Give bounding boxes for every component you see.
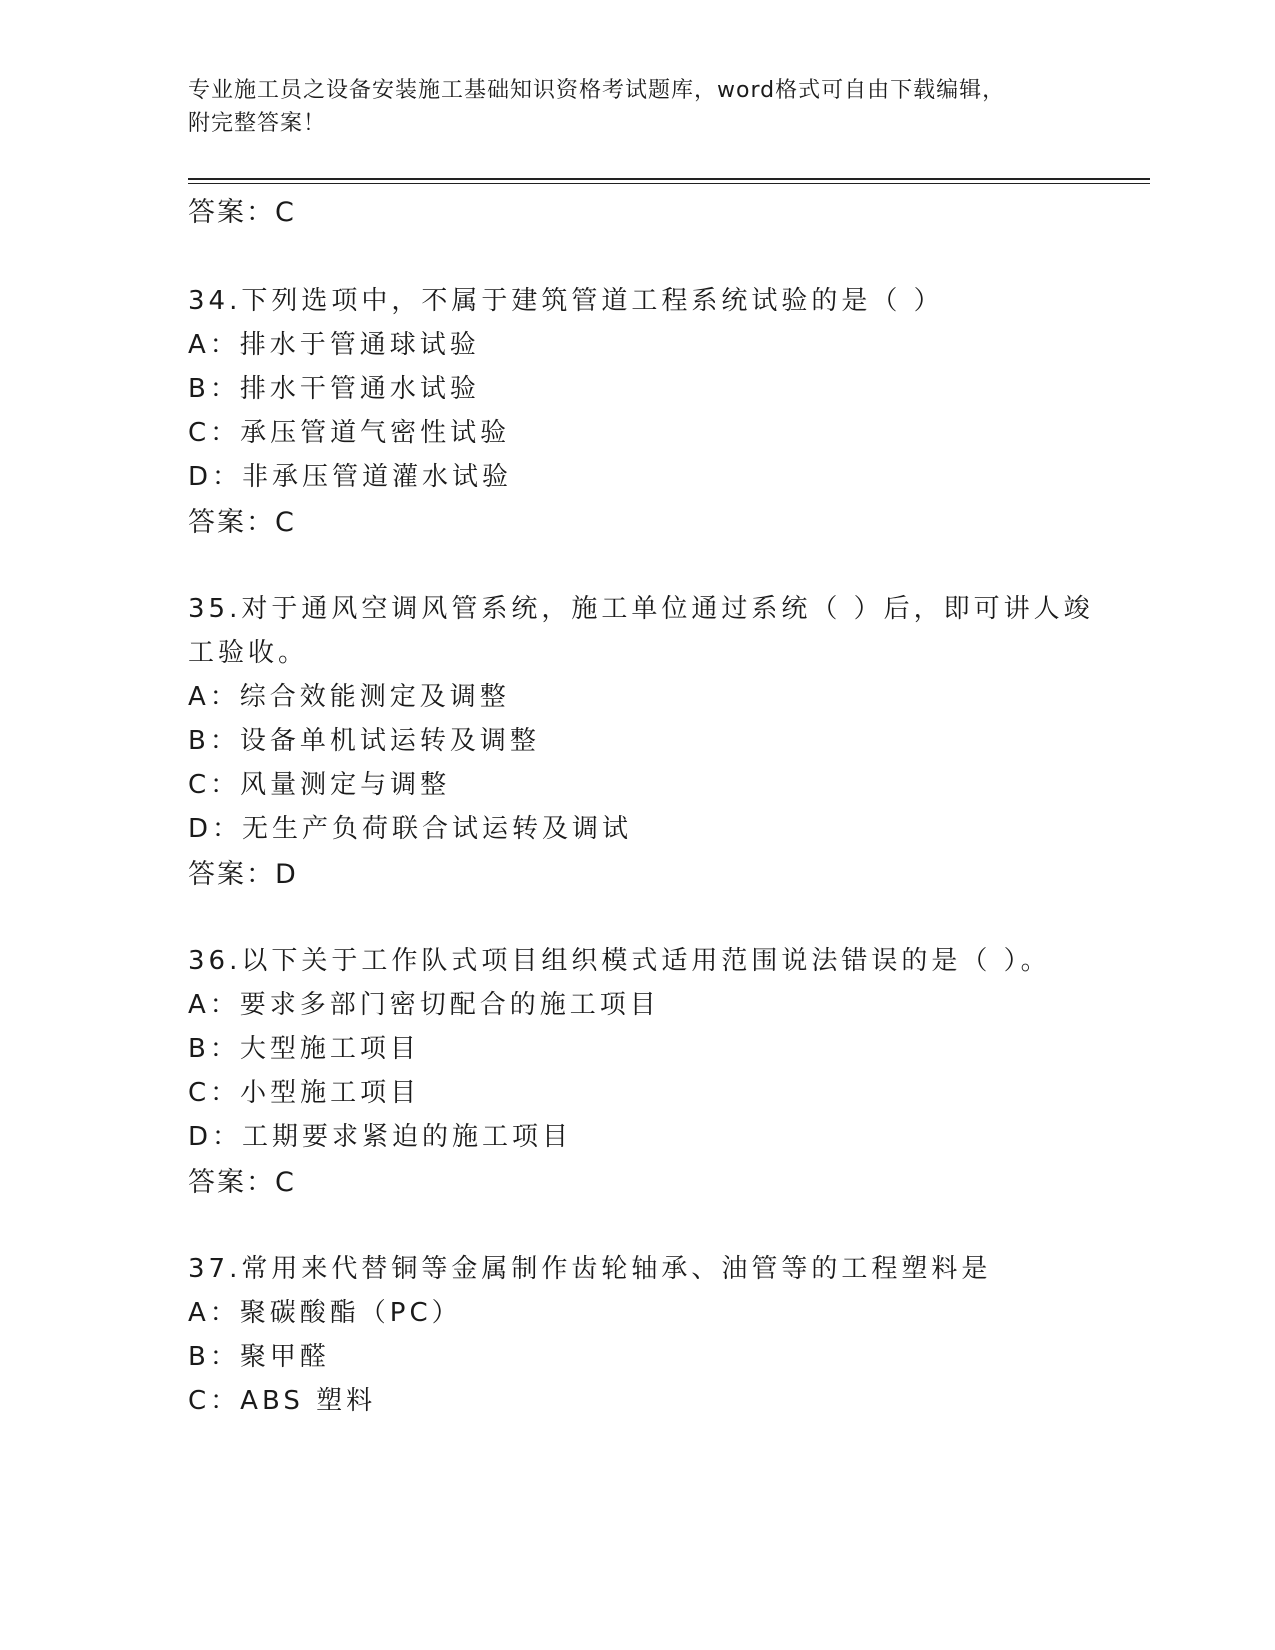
question-37-option-c: C：ABS 塑料 xyxy=(188,1386,377,1416)
question-36-option-a: A：要求多部门密切配合的施工项目 xyxy=(188,990,660,1020)
question-35-option-d: D：无生产负荷联合试运转及调试 xyxy=(188,814,633,844)
question-34-option-a: A：排水于管通球试验 xyxy=(188,330,480,360)
question-37-option-b: B：聚甲醛 xyxy=(188,1342,330,1372)
question-35-option-a: A：综合效能测定及调整 xyxy=(188,682,510,712)
question-35-option-b: B：设备单机试运转及调整 xyxy=(188,726,540,756)
question-35-option-c: C：风量测定与调整 xyxy=(188,770,451,800)
question-36-option-d: D：工期要求紧迫的施工项目 xyxy=(188,1122,573,1152)
question-34-answer: 答案：C xyxy=(188,507,296,538)
question-34-option-d: D：非承压管道灌水试验 xyxy=(188,462,513,492)
header-line-1: 专业施工员之设备安装施工基础知识资格考试题库，word格式可自由下载编辑， xyxy=(188,78,1006,103)
header-rule-thick xyxy=(188,178,1150,180)
question-37-stem: 37.常用来代替铜等金属制作齿轮轴承、油管等的工程塑料是 xyxy=(188,1254,992,1284)
question-34-option-c: C：承压管道气密性试验 xyxy=(188,418,511,448)
header-line-2: 附完整答案！ xyxy=(188,111,327,136)
header-rule-thin xyxy=(188,183,1150,184)
question-36-answer: 答案：C xyxy=(188,1167,296,1198)
question-35-answer: 答案：D xyxy=(188,859,298,890)
question-36-option-c: C：小型施工项目 xyxy=(188,1078,421,1108)
question-36-stem: 36.以下关于工作队式项目组织模式适用范围说法错误的是（ ）。 xyxy=(188,946,1051,976)
previous-answer: 答案：C xyxy=(188,197,296,228)
question-34-option-b: B：排水干管通水试验 xyxy=(188,374,480,404)
question-35-stem-continued: 工验收。 xyxy=(188,638,309,668)
question-35-stem: 35.对于通风空调风管系统，施工单位通过系统（ ）后，即可讲人竣 xyxy=(188,594,1094,624)
question-36-option-b: B：大型施工项目 xyxy=(188,1034,420,1064)
question-37-option-a: A：聚碳酸酯（PC） xyxy=(188,1298,462,1328)
question-34-stem: 34.下列选项中，不属于建筑管道工程系统试验的是（ ） xyxy=(188,286,944,316)
document-header xyxy=(188,74,1068,140)
